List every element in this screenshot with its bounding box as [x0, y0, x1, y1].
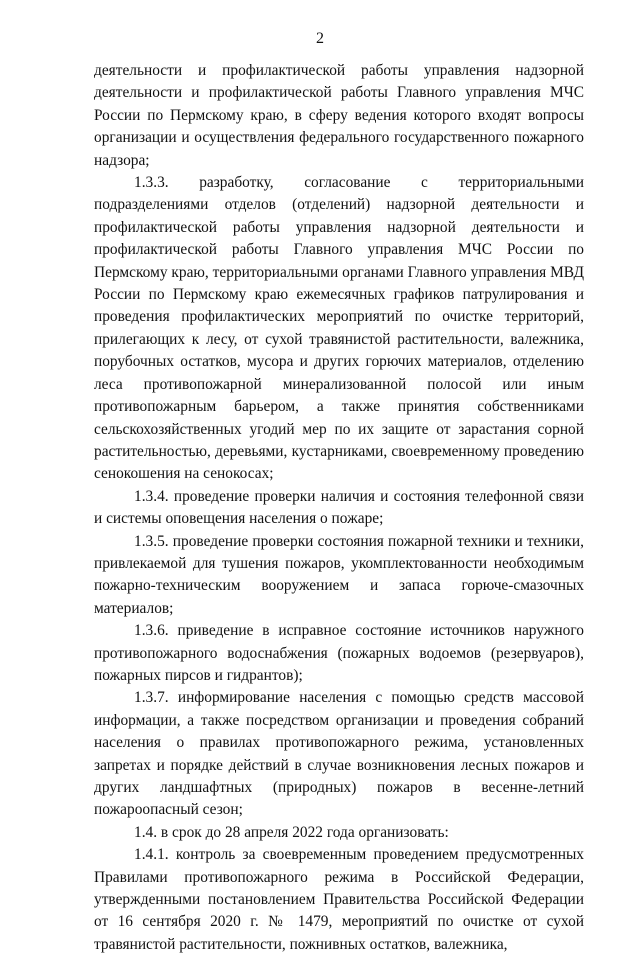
paragraph-1-4: 1.4. в срок до 28 апреля 2022 года организовать: — [134, 823, 449, 841]
document-body — [94, 60, 584, 956]
paragraph-1-3-6: 1.3.6. приведение в исправное состояние источников наружного противопожарного водоснабжения (пожарных водоемов (резервуаров), пожарных пирсов и гидрантов); — [94, 622, 584, 684]
paragraph-1-3-7: 1.3.7. информирование населения с помощью средств массовой информации, а также посредством организации и проведения собраний населения о правилах противопожарного режима, установленных запретах и порядке действий в случае возникновения лесных пожаров и других ландшафтных (природных) пожаров в весенне-летний пожароопасный сезон; — [94, 689, 584, 819]
paragraph-1-3-5: 1.3.5. проведение проверки состояния пожарной техники и техники, привлекаемой для тушения пожаров, укомплектованности необходимым пожарно-техническим вооружением и запаса горюче-смазочных материалов; — [94, 532, 584, 617]
paragraph-1-4-1: 1.4.1. контроль за своевременным проведением предусмотренных Правилами противопожарного режима в Российской Федерации, утвержденными постановлением Правительства Российской Федерации от 16 сентября 2020 г. № 1479, мероприятий по очистке от сухой травянистой растительности, пожнивных остатков, валежника, — [94, 846, 584, 953]
page-number: 2 — [316, 30, 324, 47]
paragraph-1-3-4: 1.3.4. проведение проверки наличия и состояния телефонной связи и системы оповещения населения о пожаре; — [94, 487, 584, 528]
paragraph-1-3-3: 1.3.3. разработку, согласование с территориальными подразделениями отделов (отделений) надзорной деятельности и профилактической работы управления надзорной деятельности и профилактической работы Главного управления МЧС России по Пермскому краю, территориальными органами Главного управления МВД России по Пермскому краю ежемесячных графиков патрулирования и проведения профилактических мероприятий по очистке территорий, прилегающих к лесу, от сухой травянистой растительности, валежника, порубочных остатков, мусора и других горючих материалов, отделению леса противопожарной минерализованной полосой или иным противопожарным барьером, а также принятия собственниками сельскохозяйственных угодий мер по их защите от зарастания сорной растительностью, деревьями, кустарниками, своевременному проведению сенокошения на сенокосах; — [94, 174, 584, 483]
paragraph-continuation: деятельности и профилактической работы управления надзорной деятельности и профилактической работы Главного управления МЧС России по Пермскому краю, в сферу ведения которого входят вопросы организации и осуществления федерального государственного пожарного надзора; — [94, 62, 584, 169]
